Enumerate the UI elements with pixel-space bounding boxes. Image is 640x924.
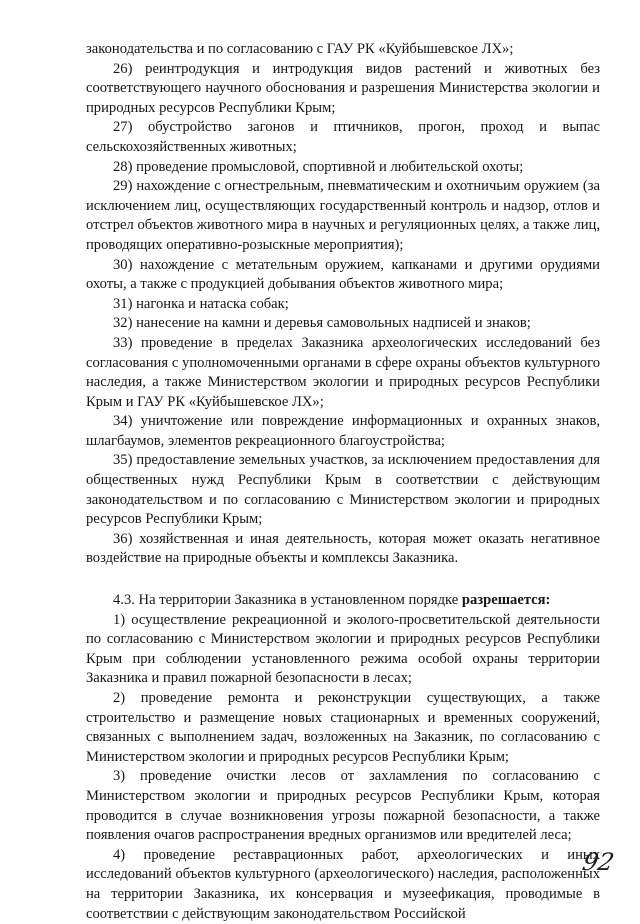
list-item: 30) нахождение с метательным оружием, капканами и другими орудиями охоты, а также с продукцией добывания объектов животного мира; — [86, 256, 600, 293]
section-heading-bold: разрешается: — [461, 592, 551, 609]
permissions-list — [86, 611, 600, 924]
list-item: 33) проведение в пределах Заказника археологических исследований без согласования с уполномоченными органами в сфере охраны объектов культурного наследия, а также Министерством экологии и природных ресурсов Республики Крым и ГАУ РК «Куйбышевское ЛХ»; — [86, 334, 600, 410]
list-item: 26) реинтродукция и интродукция видов растений и животных без соответствующего научного обоснования и разрешения Министерства экологии и природных ресурсов Республики Крым; — [86, 60, 600, 116]
section-heading — [86, 591, 600, 611]
page-number: 92 — [580, 848, 617, 876]
list-item: 32) нанесение на камни и деревья самовольных надписей и знаков; — [113, 315, 531, 332]
list-item: 34) уничтожение или повреждение информационных и охранных знаков, шлагбаумов, элементов рекреационного благоустройства; — [86, 413, 600, 449]
section-heading-text: 4.3. На территории Заказника в установленном порядке — [113, 592, 462, 609]
list-item: 31) нагонка и натаска собак; — [113, 295, 289, 312]
list-item: законодательства и по согласованию с ГАУ РК «Куйбышевское ЛХ»; — [86, 41, 514, 57]
list-item: 1) осуществление рекреационной и эколого-просветительской деятельности по согласованию с Министерством экологии и природных ресурсов Республики Крым при соблюдении установленного режима особой охраны территории Заказника и правил пожарной безопасности в лесах; — [86, 611, 600, 687]
list-item: 28) проведение промысловой, спортивной и любительской охоты; — [113, 158, 524, 175]
list-item: 36) хозяйственная и иная деятельность, которая может оказать негативное воздействие на природные объекты и комплексы Заказника. — [86, 530, 600, 567]
list-item: 29) нахождение с огнестрельным, пневматическим и охотничьим оружием (за исключением лиц, осуществляющих государственный контроль и надзор, отлов и отстрел объектов животного мира в научных и регуляционных целях, а также лиц, проводящих оперативно-розыскные мероприятия); — [86, 178, 600, 253]
restrictions-list — [86, 40, 600, 569]
list-item: 4) проведение реставрационных работ, археологических и иных исследований объектов культурного (археологического) наследия, расположенных на территории Заказника, их консервация и музеефикация, проводимые в соответствии с действующим законодательством Российской — [86, 846, 600, 922]
list-item: 2) проведение ремонта и реконструкции существующих, а также строительство и размещение новых стационарных и временных сооружений, связанных с выполнением задач, возложенных на Заказник, по согласованию с Министерством экологии и природных ресурсов Республики Крым; — [86, 690, 600, 765]
list-item: 3) проведение очистки лесов от захламления по согласованию с Министерством экологии и природных ресурсов Республики Крым, которая проводится в случае возникновения угрозы пожарной безопасности, а также появления очагов распространения вредных организмов или вредителей леса; — [86, 768, 600, 844]
document-page — [86, 40, 600, 924]
list-item: 27) обустройство загонов и птичников, прогон, проход и выпас сельскохозяйственных животных; — [86, 119, 600, 155]
section-gap — [86, 569, 600, 591]
list-item: 35) предоставление земельных участков, за исключением предоставления для общественных нужд Республики Крым в соответствии с действующим законодательством и по согласованию с Министерством экологии и природных ресурсов Республики Крым; — [86, 452, 600, 528]
